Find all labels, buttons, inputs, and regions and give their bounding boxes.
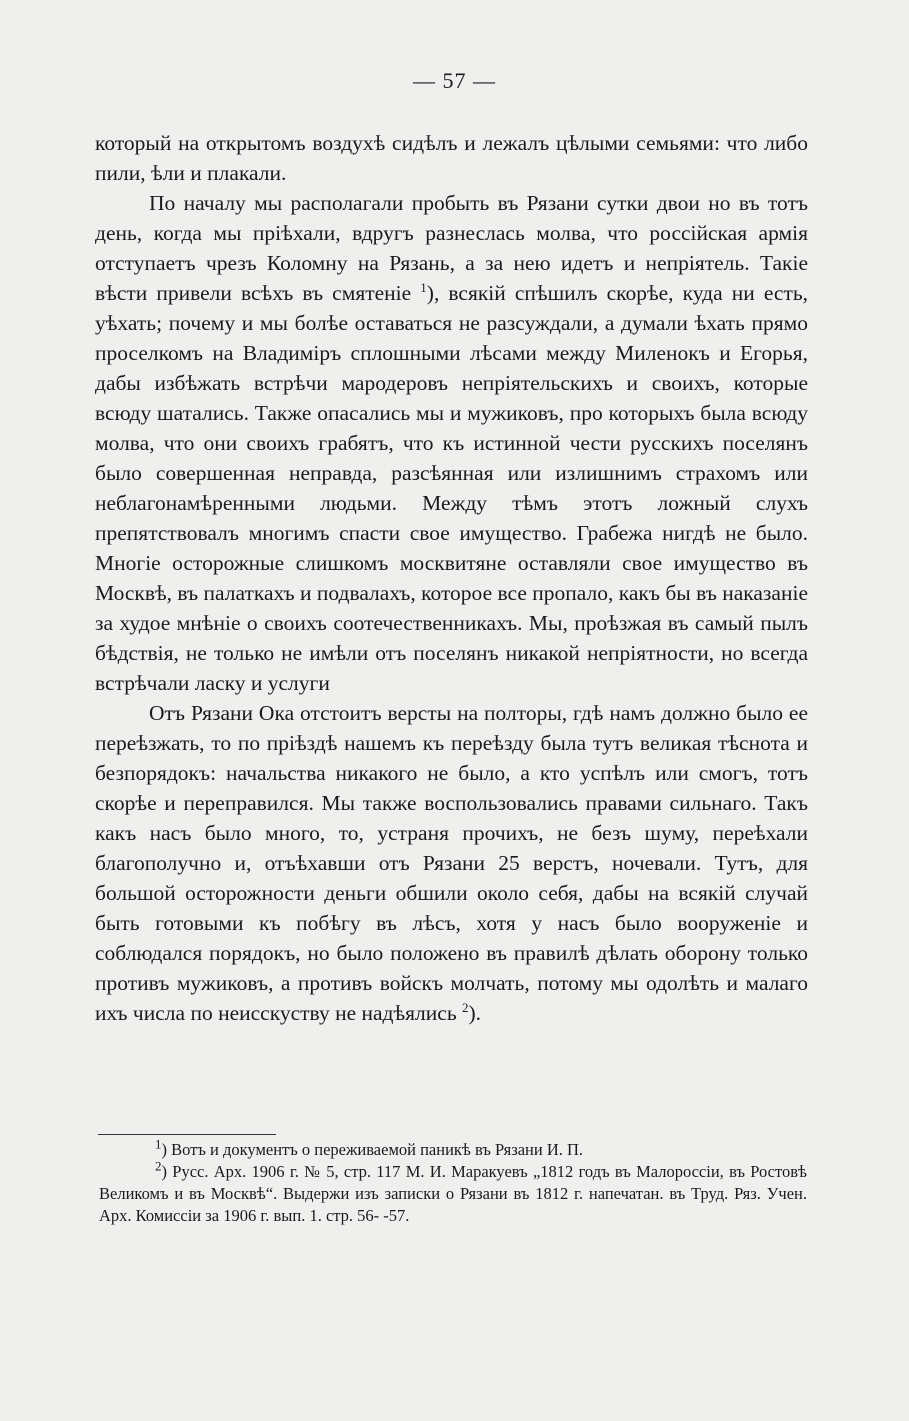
footnote-ref-2: 2 bbox=[462, 999, 469, 1015]
footnotes bbox=[99, 1136, 807, 1227]
footnote-text: ) Вотъ и документъ о переживаемой паникѣ въ Рязани И. П. bbox=[161, 1140, 584, 1159]
footnote-ref-1: 1 bbox=[420, 279, 427, 295]
footnote-mark: 1 bbox=[155, 1136, 162, 1152]
paragraph-text: ). bbox=[468, 1001, 482, 1025]
footnote-1 bbox=[99, 1136, 807, 1161]
paragraph-ryazan-stay bbox=[95, 188, 808, 698]
paragraph-text: По началу мы располагали пробыть въ Рязани сутки двои но въ тотъ день, когда мы пріѣхали, вдругъ разнеслась молва, что россійская армія отступаетъ чрезъ Коломну на Рязань, а за нею идетъ и непріятель. Такіе вѣсти привели всѣхъ въ смятеніе bbox=[95, 191, 808, 305]
footnote-mark: 2 bbox=[155, 1158, 162, 1174]
footnote-text: ) Русс. Арх. 1906 г. № 5, стр. 117 М. И. Маракуевъ „1812 годъ въ Малороссіи, въ Ростовѣ Великомъ и въ Москвѣ“. Выдержи изъ записки о Рязани въ 1812 г. напечатан. въ Труд. Ряз. Учен. Арх. Комиссіи за 1906 г. вып. 1. стр. 56- -57. bbox=[99, 1162, 807, 1225]
paragraph-continuation: который на открытомъ воздухѣ сидѣлъ и лежалъ цѣлыми семьями: что либо пили, ѣли и плакали. bbox=[95, 131, 808, 185]
footnote-2 bbox=[99, 1158, 807, 1227]
page-number: — 57 — bbox=[413, 68, 496, 93]
paragraph-text: Отъ Рязани Ока отстоитъ версты на полторы, гдѣ намъ должно было ее переѣзжать, то по пріѣздѣ нашемъ къ переѣзду была тутъ великая тѣснота и безпорядокъ: начальства никакого не было, а кто успѣлъ или смогъ, тотъ скорѣе и переправился. Мы также воспользовались правами сильнаго. Такъ какъ насъ было много, то, устраня прочихъ, не безъ шуму, переѣхали благополучно и, отъѣхавши отъ Рязани 25 верстъ, ночевали. Тутъ, для большой осторожности деньги обшили около себя, дабы на всякій случай быть готовыми къ побѣгу въ лѣсъ, хотя у насъ было вооруженіе и соблюдался порядокъ, но было положено въ правилѣ дѣлать оборону только противъ мужиковъ, а противъ войскъ молчать, потому мы одолѣть и малаго ихъ числа по неисскуству не надѣялись bbox=[95, 701, 808, 1025]
footnote-divider bbox=[98, 1134, 276, 1135]
body-text bbox=[95, 128, 808, 1028]
paragraph-oka-crossing bbox=[95, 698, 808, 1028]
paragraph-text: ), всякій спѣшилъ скорѣе, куда ни есть, уѣхать; почему и мы болѣе оставаться не разсуждали, а думали ѣхать прямо проселкомъ на Владиміръ сплошными лѣсами между Миленокъ и Егорья, дабы избѣжать встрѣчи мародеровъ непріятельскихъ и своихъ, которые всюду шатались. Также опасались мы и мужиковъ, про которыхъ была всюду молва, что они своихъ грабятъ, что къ истинной чести русскихъ поселянъ было совершенная неправда, разсѣянная или излишнимъ страхомъ или неблагонамѣренными людьми. Между тѣмъ этотъ ложный слухъ препятствовалъ многимъ спасти свое имущество. Грабежа нигдѣ не было. Многіе осторожные слишкомъ москвитяне оставляли свое имущество въ Москвѣ, въ палаткахъ и подвалахъ, которое все пропало, какъ бы въ наказаніе за худое мнѣніе о своихъ соотечественникахъ. Мы, проѣзжая въ самый пылъ бѣдствія, не только не имѣли отъ поселянъ никакой непріятности, но всегда встрѣчали ласку и услуги bbox=[95, 281, 809, 695]
